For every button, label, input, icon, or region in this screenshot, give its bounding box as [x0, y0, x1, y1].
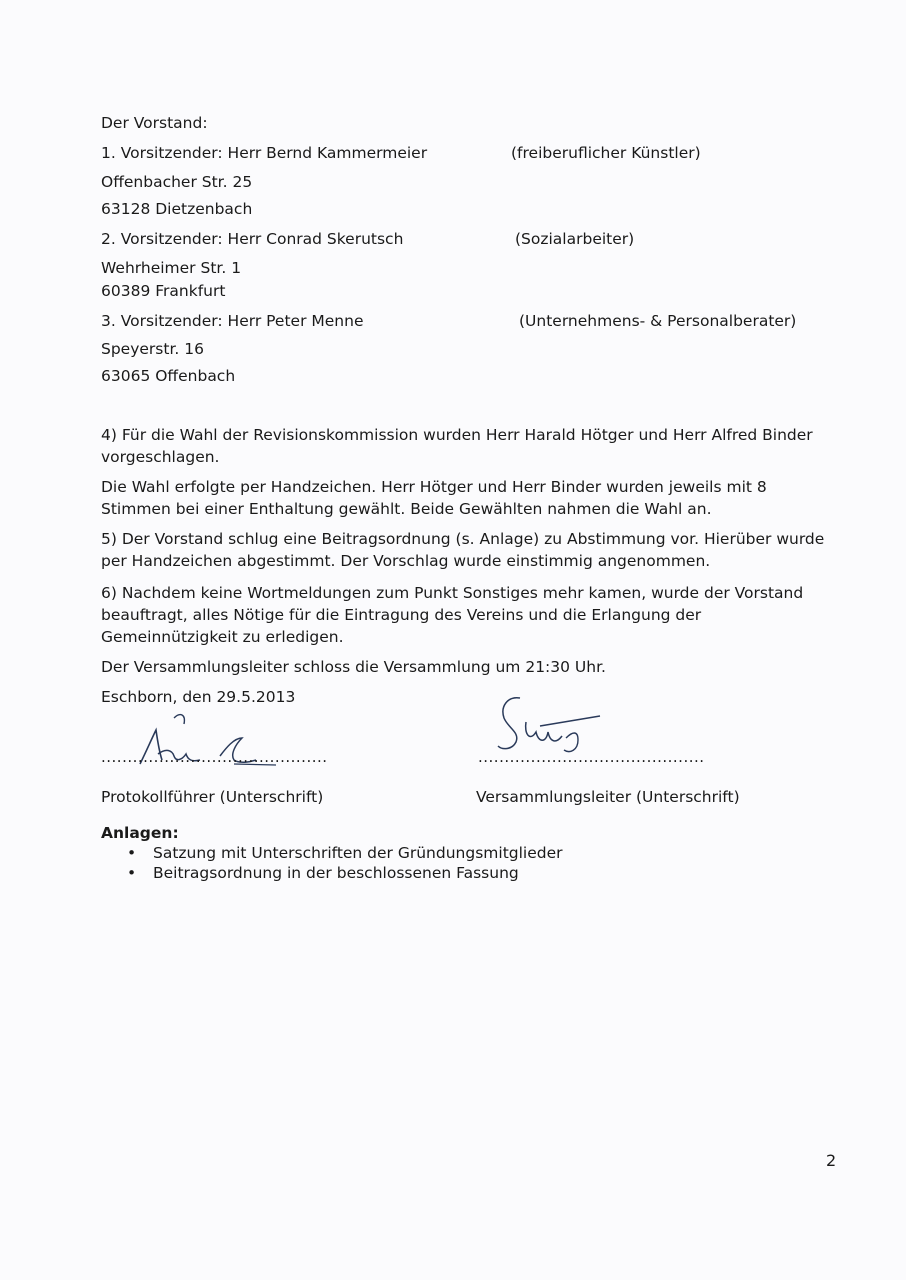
paragraph-miscellaneous: 6) Nachdem keine Wortmeldungen zum Punkt Sonstiges mehr kamen, wurde der Vorstand beauftragt, alles Nötige für die Eintragung des Vereins und die Erlangung der Gemeinnützigkeit zu erledigen.: [101, 584, 804, 646]
board-member-2-street: Wehrheimer Str. 1: [101, 259, 242, 277]
board-member-2-occupation: (Sozialarbeiter): [515, 230, 635, 248]
attachments-heading: Anlagen:: [101, 824, 179, 842]
board-member-2-role: 2. Vorsitzender: Herr Conrad Skerutsch: [101, 230, 404, 248]
attachment-item: • Beitragsordnung in der beschlossenen Fassung: [101, 863, 563, 883]
board-member-1-occupation: (freiberuflicher Künstler): [511, 144, 701, 162]
paragraph-closing: Der Versammlungsleiter schloss die Versammlung um 21:30 Uhr.: [101, 658, 606, 676]
board-member-3-city: 63065 Offenbach: [101, 367, 236, 385]
paragraph-revision-commission: 4) Für die Wahl der Revisionskommission wurden Herr Harald Hötger und Herr Alfred Binder vorgeschlagen.: [101, 426, 813, 466]
attachments-list: [101, 843, 563, 883]
signature-line-right: ...........................................: [478, 748, 705, 766]
board-member-1-street: Offenbacher Str. 25: [101, 173, 253, 191]
board-member-2-city: 60389 Frankfurt: [101, 282, 226, 300]
signature-label-right: Versammlungsleiter (Unterschrift): [476, 788, 740, 806]
board-member-3-role: 3. Vorsitzender: Herr Peter Menne: [101, 312, 364, 330]
paragraph-election-result: Die Wahl erfolgte per Handzeichen. Herr Hötger und Herr Binder wurden jeweils mit 8 Stimmen bei einer Enthaltung gewählt. Beide Gewählten nahmen die Wahl an.: [101, 478, 767, 518]
place-date: Eschborn, den 29.5.2013: [101, 688, 296, 706]
page-number: 2: [826, 1151, 837, 1170]
board-member-3-occupation: (Unternehmens- & Personalberater): [519, 312, 797, 330]
signature-line-left: ...........................................: [101, 748, 328, 766]
paragraph-fee-schedule: 5) Der Vorstand schlug eine Beitragsordnung (s. Anlage) zu Abstimmung vor. Hierüber wurde per Handzeichen abgestimmt. Der Vorschlag wurde einstimmig angenommen.: [101, 530, 825, 570]
board-member-3-street: Speyerstr. 16: [101, 340, 204, 358]
signature-label-left: Protokollführer (Unterschrift): [101, 788, 324, 806]
board-heading: Der Vorstand:: [101, 114, 208, 132]
attachment-item: • Satzung mit Unterschriften der Gründungsmitglieder: [101, 843, 563, 863]
board-member-1-city: 63128 Dietzenbach: [101, 200, 253, 218]
board-member-1-role: 1. Vorsitzender: Herr Bernd Kammermeier: [101, 144, 428, 162]
